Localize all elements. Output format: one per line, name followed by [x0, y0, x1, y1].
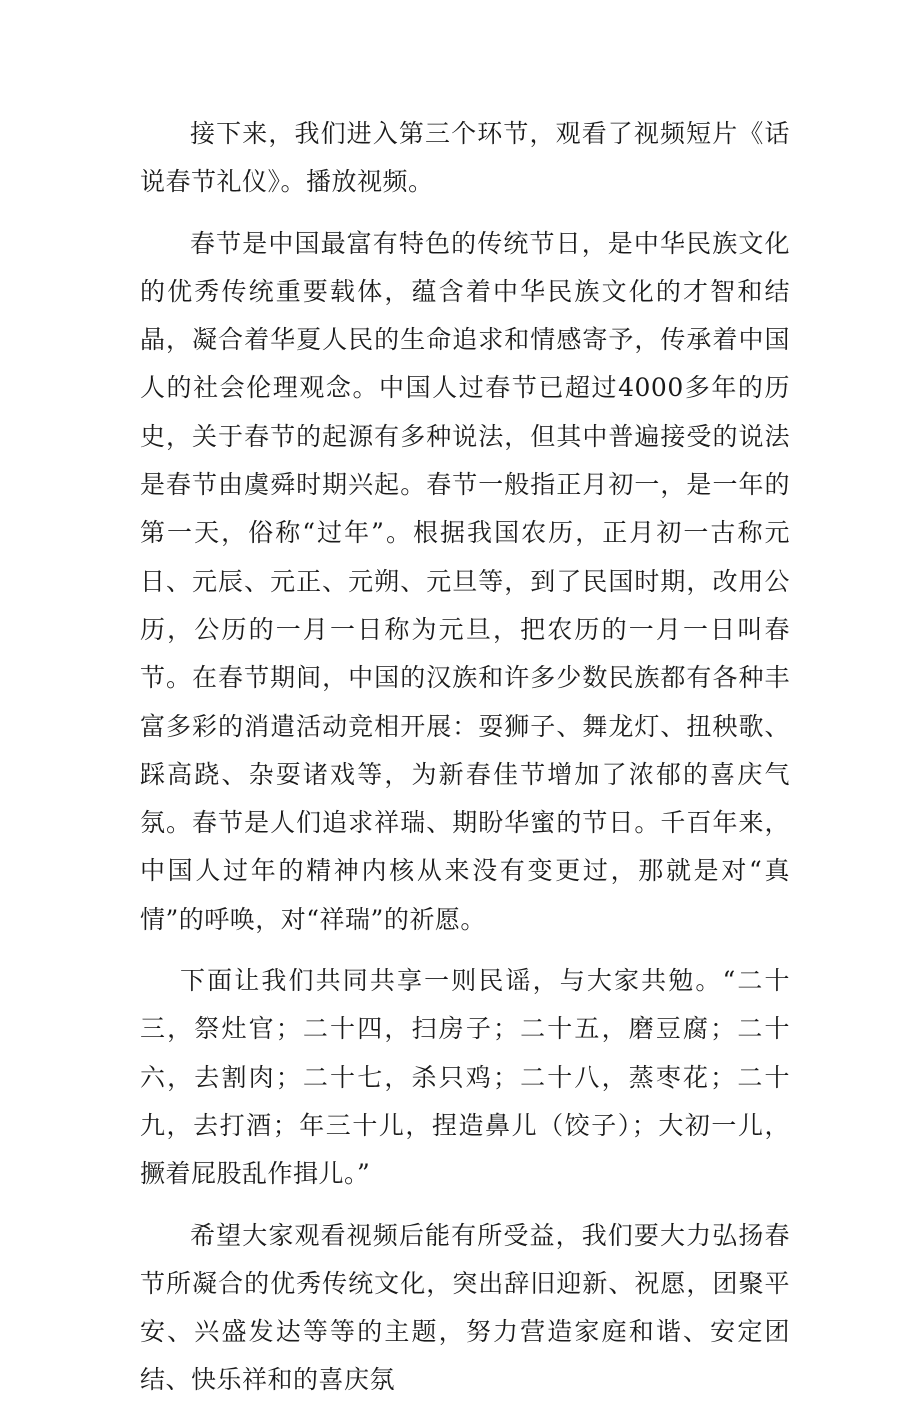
paragraph-folk-rhyme: 下面让我们共同共享一则民谣，与大家共勉。“二十三，祭灶官；二十四，扫房子；二十五，磨豆腐；二十六，去割肉；二十七，杀只鸡；二十八，蒸枣花；二十九，去打酒；年三十儿，捏造鼻儿（饺子）；大初一儿，撅着屁股乱作揖儿。”: [140, 966, 790, 1189]
paragraph-spring-festival-history: 春节是中国最富有特色的传统节日，是中华民族文化的优秀传统重要载体，蕴含着中华民族文化的才智和结晶，凝合着华夏人民的生命追求和情感寄予，传承着中国人的社会伦理观念。中国人过春节已超过4000多年的历史，关于春节的起源有多种说法，但其中普遍接受的说法是春节由虞舜时期兴起。春节一般指正月初一，是一年的第一天，俗称“过年”。根据我国农历，正月初一古称元日、元辰、元正、元朔、元旦等，到了民国时期，改用公历，公历的一月一日称为元旦，把农历的一月一日叫春节。在春节期间，中国的汉族和许多少数民族都有各种丰富多彩的消遣活动竞相开展：耍狮子、舞龙灯、扭秧歌、踩高跷、杂耍诸戏等，为新春佳节增加了浓郁的喜庆气氛。春节是人们追求祥瑞、期盼华蜜的节日。千百年来，中国人过年的精神内核从来没有变更过，那就是对“真情”的呼唤，对“祥瑞”的祈愿。: [140, 228, 790, 934]
document-body: [140, 110, 790, 1405]
paragraph-closing-wish: 希望大家观看视频后能有所受益，我们要大力弘扬春节所凝合的优秀传统文化，突出辞旧迎新、祝愿，团聚平安、兴盛发达等等的主题，努力营造家庭和谐、安定团结、快乐祥和的喜庆氛: [140, 1220, 790, 1395]
paragraph-video-intro: 接下来，我们进入第三个环节，观看了视频短片《话说春节礼仪》。播放视频。: [140, 119, 790, 197]
